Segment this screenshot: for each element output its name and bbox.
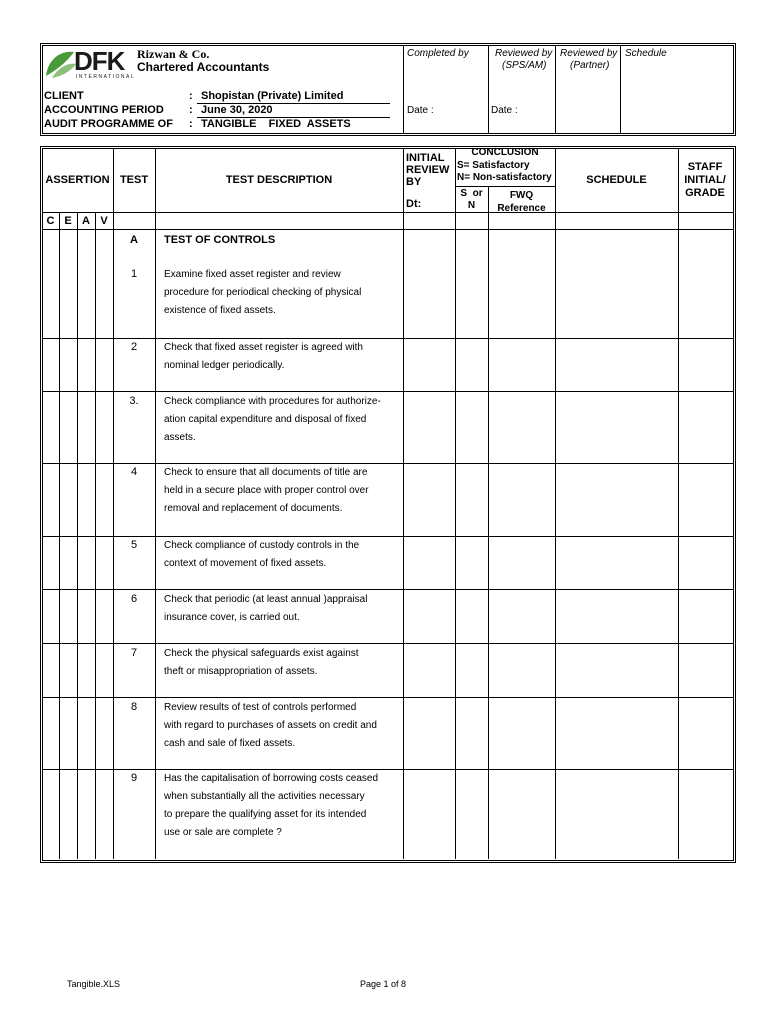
test-description-line: Has the capitalisation of borrowing costs ceased: [164, 773, 379, 784]
test-description-line: when substantially all the activities necessary: [164, 791, 365, 802]
firm-name: Rizwan & Co.: [137, 47, 210, 61]
logo-subtext: INTERNATIONAL: [76, 74, 136, 80]
reviewed-by-partner-sub: (Partner): [570, 60, 610, 71]
col-header-grade: GRADE: [685, 187, 725, 199]
header-divider: [488, 45, 489, 133]
col-header-fwq: FWQ: [509, 190, 534, 201]
assertion-existence: E: [64, 215, 72, 227]
test-number: 3.: [129, 395, 139, 407]
header-divider: [620, 45, 621, 133]
test-description-line: use or sale are complete ?: [164, 827, 282, 838]
col-header-n: N: [467, 200, 476, 211]
test-description-line: nominal ledger periodically.: [164, 360, 285, 371]
col-divider: [155, 148, 156, 859]
logo-text: DFK: [74, 46, 125, 76]
reviewed-by-partner-label: Reviewed by: [560, 48, 618, 59]
col-header-by: BY: [406, 176, 422, 188]
row-separator: [42, 338, 733, 339]
row-separator: [42, 697, 733, 698]
programme-table-inner: [42, 148, 734, 861]
col-divider: [488, 186, 489, 859]
completed-by-label: Completed by: [407, 48, 469, 59]
test-description-line: held in a secure place with proper control over: [164, 485, 369, 496]
col-header-initial-grade: INITIAL/: [684, 174, 726, 186]
row-separator: [42, 536, 733, 537]
test-number: 7: [130, 647, 138, 659]
test-description-line: to prepare the qualifying asset for its intended: [164, 809, 367, 820]
col-divider: [455, 148, 456, 859]
period-colon: :: [189, 104, 193, 116]
test-description-line: assets.: [164, 432, 196, 443]
footer-file-name: Tangible.XLS: [67, 979, 121, 989]
col-header-staff: STAFF: [687, 161, 723, 173]
test-description-line: Check compliance with procedures for authorize-: [164, 396, 381, 407]
section-title: TEST OF CONTROLS: [164, 234, 276, 246]
schedule-label: Schedule: [625, 48, 667, 59]
col-header-test: TEST: [119, 174, 149, 186]
test-description-line: Examine fixed asset register and review: [164, 269, 341, 280]
col-divider: [113, 148, 114, 859]
reviewed-by-am-sub: (SPS/AM): [502, 60, 547, 71]
col-header-assertion: ASSERTION: [45, 174, 110, 186]
test-description-line: Check that fixed asset register is agreed with: [164, 342, 363, 353]
col-header-schedule: SCHEDULE: [586, 174, 647, 186]
col-header-s-or: S or: [460, 188, 483, 199]
col-header-date: Dt:: [406, 198, 422, 210]
firm-logo: [44, 46, 136, 82]
header-divider: [403, 45, 404, 133]
assertion-valuation: V: [100, 215, 108, 227]
date-label-completed: Date :: [407, 105, 434, 116]
client-label: CLIENT: [44, 90, 84, 102]
assertion-accuracy: A: [82, 215, 90, 227]
col-header-conclusion: CONCLUSION: [471, 147, 539, 158]
row-separator: [42, 391, 733, 392]
test-description-line: procedure for periodical checking of physical: [164, 287, 362, 298]
test-number: 4: [130, 466, 138, 478]
programme-colon: :: [189, 118, 193, 130]
test-description-line: Check compliance of custody controls in the: [164, 540, 360, 551]
footer-page-number: Page 1 of 8: [360, 979, 407, 989]
test-number: 9: [130, 772, 138, 784]
test-number: 8: [130, 701, 138, 713]
test-description-line: removal and replacement of documents.: [164, 503, 343, 514]
client-value: Shopistan (Private) Limited: [201, 90, 344, 102]
test-description-line: with regard to purchases of assets on credit and: [164, 720, 377, 731]
reviewed-by-am-label: Reviewed by: [495, 48, 553, 59]
test-number: 2: [130, 341, 138, 353]
col-divider: [555, 148, 556, 859]
test-description-line: insurance cover, is carried out.: [164, 612, 300, 623]
row-separator: [42, 769, 733, 770]
col-header-description: TEST DESCRIPTION: [225, 174, 333, 186]
date-label-reviewed: Date :: [491, 105, 518, 116]
test-description-line: theft or misappropriation of assets.: [164, 666, 318, 677]
col-divider: [403, 148, 404, 859]
programme-label: AUDIT PROGRAMME OF: [44, 118, 173, 130]
assertion-row-bottom: [42, 229, 733, 230]
conclusion-nonsatisfactory: N= Non-satisfactory: [457, 172, 552, 183]
test-description-line: Check to ensure that all documents of title are: [164, 467, 368, 478]
test-description-line: Check the physical safeguards exist against: [164, 648, 359, 659]
assertion-completeness: C: [46, 215, 55, 227]
col-header-review: REVIEW: [406, 164, 450, 176]
col-header-reference: Reference: [497, 203, 546, 212]
period-value: June 30, 2020: [201, 104, 273, 116]
test-description-line: existence of fixed assets.: [164, 305, 276, 316]
test-description-line: ation capital expenditure and disposal of fixed: [164, 414, 367, 425]
client-colon: :: [189, 90, 193, 102]
firm-subtitle: Chartered Accountants: [137, 60, 270, 74]
col-header-initial: INITIAL: [406, 152, 445, 164]
header-divider: [555, 45, 556, 133]
programme-value: TANGIBLE FIXED ASSETS: [201, 118, 351, 130]
row-separator: [42, 463, 733, 464]
test-number: 5: [130, 539, 138, 551]
conclusion-satisfactory: S= Satisfactory: [457, 160, 530, 171]
col-divider: [678, 148, 679, 859]
table-header-bottom: [42, 212, 733, 213]
section-number: A: [130, 234, 138, 246]
test-number: 6: [130, 593, 138, 605]
period-label: ACCOUNTING PERIOD: [44, 104, 164, 116]
test-description-line: cash and sale of fixed assets.: [164, 738, 296, 749]
test-description-line: context of movement of fixed assets.: [164, 558, 327, 569]
row-separator: [42, 643, 733, 644]
test-description-line: Review results of test of controls performed: [164, 702, 357, 713]
test-number: 1: [130, 268, 138, 280]
test-description-line: Check that periodic (at least annual )appraisal: [164, 594, 368, 605]
row-separator: [42, 589, 733, 590]
